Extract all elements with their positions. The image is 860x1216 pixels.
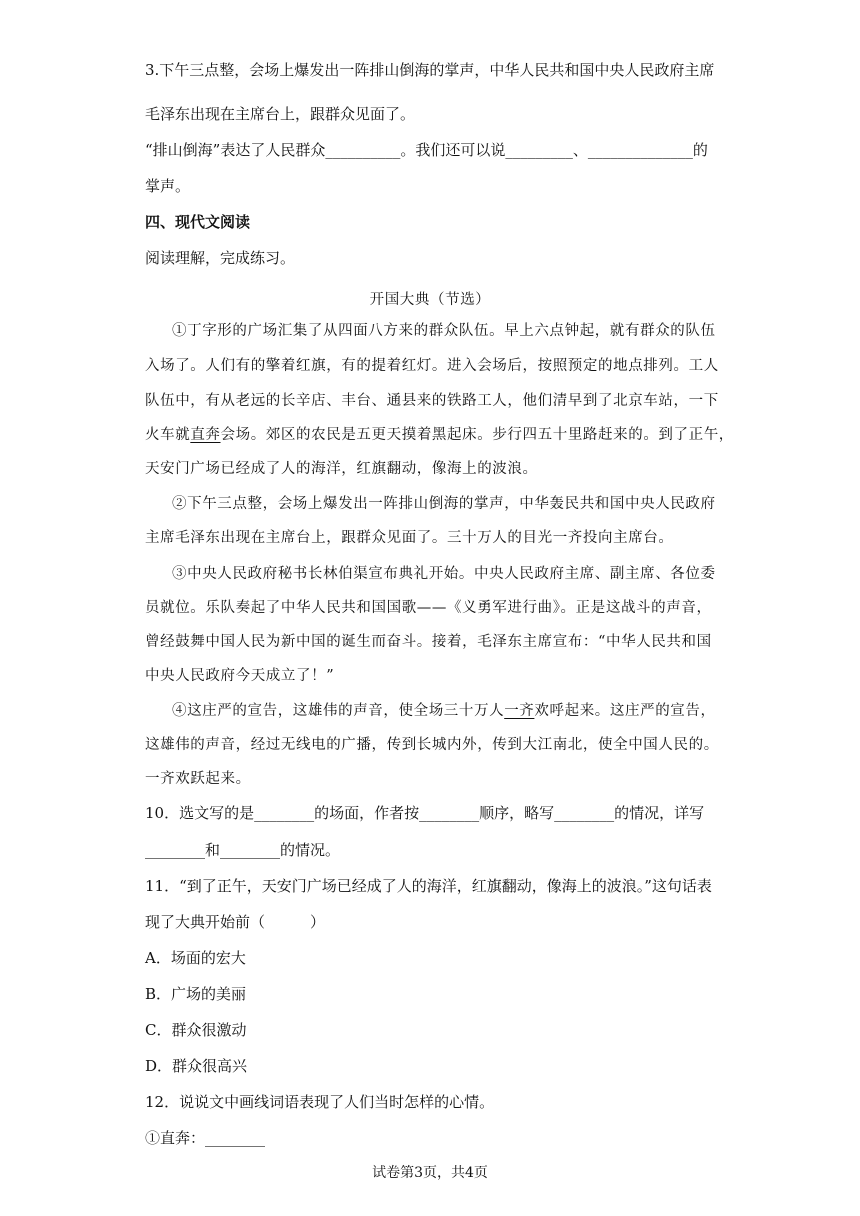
- section-instruction: 阅读理解，完成练习。: [145, 249, 296, 267]
- underlined-word-yiqi: 一齐: [504, 703, 535, 719]
- passage-p2-line-2: 主席毛泽东出现在主席台上，跟群众见面了。三十万人的目光一齐投向主席台。: [145, 530, 674, 546]
- section-heading: 四、现代文阅读: [145, 213, 251, 231]
- passage-p4-line-2: 这雄伟的声音，经过无线电的广播，传到长城内外，传到大江南北，使全中国人民的。: [145, 737, 719, 753]
- q11-option-d: D．群众很高兴: [145, 1057, 248, 1075]
- passage-p1-line-4: [145, 425, 734, 445]
- q11-line-2: 现了大典开始前（ ）: [145, 913, 326, 931]
- passage-p1-line-2: 入场了。人们有的擎着红旗，有的提着红灯。进入会场后，按照预定的地点排列。工人: [145, 358, 719, 374]
- passage-p1-line-3: 队伍中，有从老远的长辛店、丰台、通县来的铁路工人，他们清早到了北京车站，一下: [145, 393, 719, 409]
- passage-p4-line-3: 一齐欢跃起来。: [145, 771, 251, 787]
- passage-p3-line-3: 曾经鼓舞中国人民为新中国的诞生而奋斗。接着，毛泽东主席宣布：“中华人民共和国: [145, 634, 712, 650]
- passage-text: 欢呼起来。这庄严的宣告，: [534, 703, 716, 719]
- passage-p4-line-1: [172, 701, 716, 721]
- passage-text: 会场。郊区的农民是五更天摸着黑起床。步行四五十里路赶来的。到了正午，: [220, 427, 734, 443]
- passage-p3-line-2: 员就位。乐队奏起了中华人民共和国国歌——《义勇军进行曲》。正是这战斗的声音，: [145, 600, 712, 616]
- q11-option-c: C．群众很激动: [145, 1021, 247, 1039]
- passage-p3-line-1: ③中央人民政府秘书长林伯渠宣布典礼开始。中央人民政府主席、副主席、各位委: [172, 566, 716, 582]
- q3-line-1: 3.下午三点整，会场上爆发出一阵排山倒海的掌声，中华人民共和国中央人民政府主席: [145, 61, 715, 79]
- passage-p2-line-1: ②下午三点整，会场上爆发出一阵排山倒海的掌声，中华轰民共和国中央人民政府: [172, 496, 716, 512]
- q11-line-1: 11．“到了正午，天安门广场已经成了人的海洋，红旗翻动，像海上的波浪。”这句话表: [145, 877, 712, 895]
- page-footer: 试卷第3页，共4页: [372, 1165, 488, 1181]
- passage-p1-line-5: 天安门广场已经成了人的海洋，红旗翻动，像海上的波浪。: [145, 461, 538, 477]
- q11-option-b: B．广场的美丽: [145, 985, 247, 1003]
- q12-answer-line: ①直奔：________: [145, 1129, 266, 1147]
- q12-line-1: 12．说说文中画线词语表现了人们当时怎样的心情。: [145, 1093, 495, 1111]
- q10-line-1: 10．选文写的是________的场面，作者按________顺序，略写________的情况，详写: [145, 804, 705, 822]
- passage-p3-line-4: 中央人民政府今天成立了！”: [145, 668, 335, 684]
- q3-line-2: 毛泽东出现在主席台上，跟群众见面了。: [145, 105, 416, 123]
- q11-option-a: A．场面的宏大: [145, 949, 246, 967]
- passage-text: ④这庄严的宣告，这雄伟的声音，使全场三十万人: [172, 703, 505, 719]
- passage-title: 开国大典（节选）: [369, 292, 491, 308]
- underlined-word-zhiben: 直奔: [190, 427, 221, 443]
- passage-p1-line-1: ①丁字形的广场汇集了从四面八方来的群众队伍。早上六点钟起，就有群众的队伍: [172, 323, 716, 339]
- passage-text: 火车就: [145, 427, 191, 443]
- q3-line-4: 掌声。: [145, 177, 191, 195]
- q10-line-2: ________和________的情况。: [145, 841, 341, 859]
- q3-line-3: “排山倒海”表达了人民群众__________。我们还可以说_________、______________的: [145, 141, 708, 159]
